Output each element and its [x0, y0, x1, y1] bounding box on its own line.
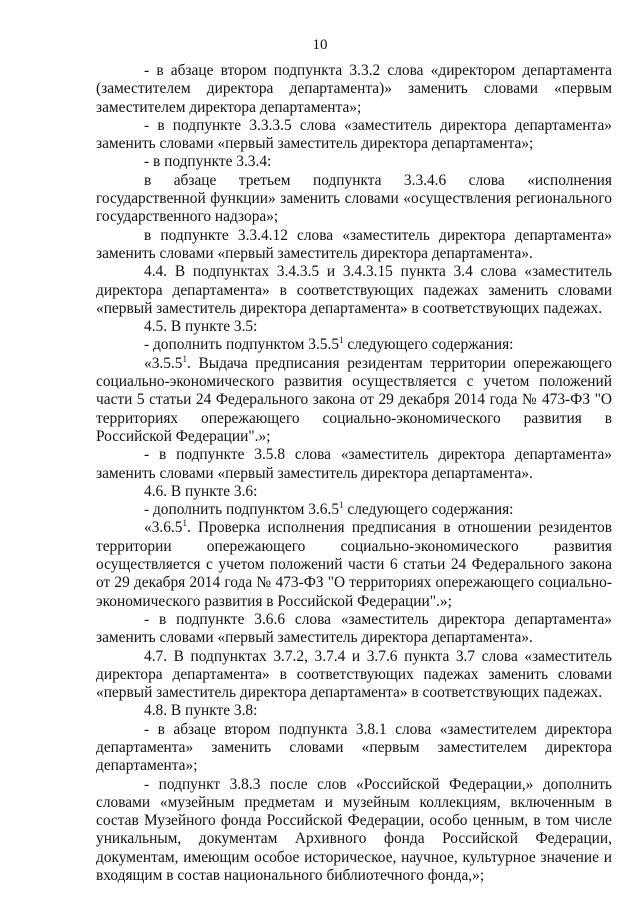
document-body: [96, 62, 612, 885]
superscript: 1: [182, 353, 187, 364]
paragraph: 4.5. В пункте 3.5:: [144, 318, 258, 336]
paragraph: 4.6. В пункте 3.6:: [144, 482, 258, 500]
paragraph: [96, 355, 612, 446]
paragraph-text: «3.5.5: [144, 354, 183, 372]
paragraph-text: . Проверка исполнения предписания в отношении резидентов территории опережающего социально-экономического развития осуществляется с учетом положений части 6 статьи 24 Федерального закона от 29 декабря 2014 года № 473-ФЗ "О территориях опережающего социально-экономического развития в Российской Федерации".»;: [96, 519, 612, 610]
paragraph-text: - дополнить подпунктом 3.6.5: [144, 501, 340, 519]
paragraph: в абзаце третьем подпункта 3.3.4.6 слова «исполнения государственной функции» заменить словами «осуществления регионального государственного надзора»;: [96, 171, 612, 226]
paragraph: [96, 336, 612, 354]
page-number: 10: [312, 37, 328, 53]
paragraph: - в абзаце втором подпункта 3.3.2 слова «директором департамента (заместителем директора департамента)» заменить словами «первым заместителем директора департамента»;: [96, 62, 612, 116]
paragraph: - в абзаце втором подпункта 3.8.1 слова «заместителем директора департамента» заменить словами «первым заместителем директора департамента»;: [96, 720, 612, 775]
paragraph-text: «3.6.5: [144, 519, 183, 537]
paragraph: - в подпункте 3.5.8 слова «заместитель директора департамента» заменить словами «первый заместитель директора департамента».: [96, 446, 612, 482]
superscript: 1: [339, 500, 344, 511]
superscript: 1: [182, 518, 187, 529]
paragraph-text: следующего содержания:: [343, 336, 514, 354]
paragraph-text: следующего содержания:: [343, 501, 514, 519]
paragraph: [96, 519, 612, 610]
superscript: 1: [339, 335, 344, 346]
paragraph: 4.8. В пункте 3.8:: [144, 702, 258, 720]
paragraph: [96, 501, 612, 519]
paragraph: 4.7. В подпунктах 3.7.2, 3.7.4 и 3.7.6 пункта 3.7 слова «заместитель директора департамента» в соответствующих падежах заменить словами «первый заместитель директора департамента» в соответствующих падежах.: [96, 647, 612, 702]
paragraph-text: - дополнить подпунктом 3.5.5: [144, 336, 340, 354]
paragraph: - подпункт 3.8.3 после слов «Российской Федерации,» дополнить словами «музейным предметам и музейным коллекциям, включенным в состав Музейного фонда Российской Федерации, особо ценным, в том числе уникальным, документам Архивного фонда Российской Федерации, документам, имеющим особое историческое, научное, культурное значение и входящим в состав национального библиотечного фонда,»;: [96, 775, 612, 885]
paragraph: - в подпункте 3.3.4:: [144, 153, 272, 171]
paragraph: - в подпункте 3.6.6 слова «заместитель директора департамента» заменить словами «первый заместитель директора департамента».: [96, 610, 612, 647]
paragraph: в подпункте 3.3.4.12 слова «заместитель директора департамента» заменить словами «первый заместитель директора департамента».: [96, 226, 612, 262]
paragraph: 4.4. В подпунктах 3.4.3.5 и 3.4.3.15 пункта 3.4 слова «заместитель директора департамента» в соответствующих падежах заменить словами «первый заместитель директора департамента» в соответствующих падежах.: [96, 263, 612, 317]
paragraph: - в подпункте 3.3.3.5 слова «заместитель директора департамента» заменить словами «первый заместитель директора департамента»;: [96, 116, 612, 153]
paragraph-text: . Выдача предписания резидентам территории опережающего социально-экономического развития осуществляется с учетом положений части 5 статьи 24 Федерального закона от 29 декабря 2014 года № 473-ФЗ "О территориях опережающего социально-экономического развития в Российской Федерации".»;: [96, 354, 612, 445]
